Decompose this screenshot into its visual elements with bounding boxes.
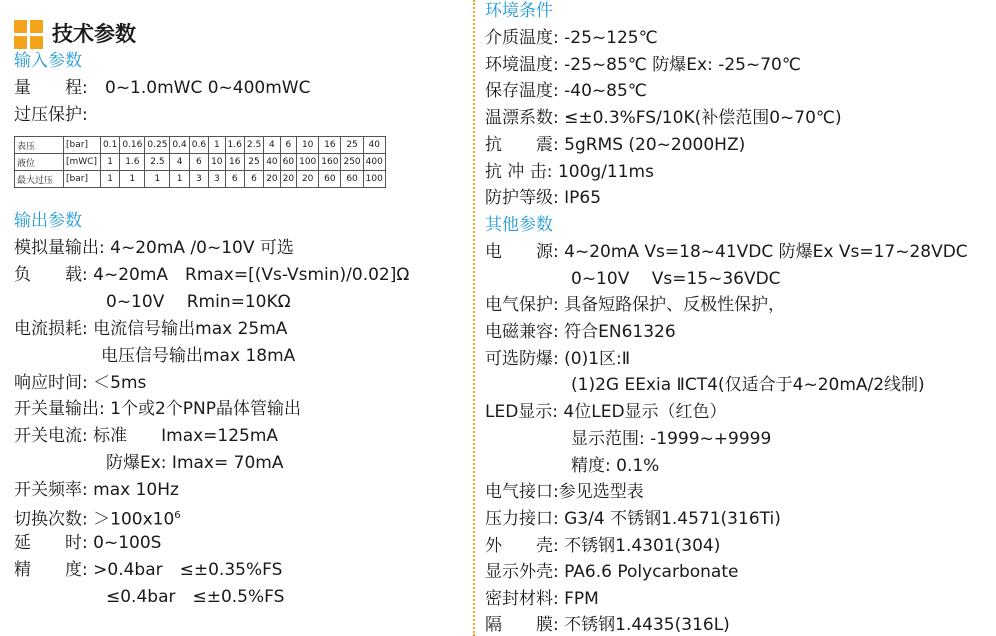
column-divider [473,0,475,636]
env-line: 抗 冲 击: 100g/11ms [485,162,654,182]
current-consumption-line: 电流损耗: 电流信号输出max 25mA [14,319,288,339]
table-cell: 3 [189,171,208,188]
table-cell: 2.5 [244,137,263,154]
table-cell: 6 [189,154,208,171]
env-line: 防护等级: IP65 [485,188,602,208]
table-cell: 20 [280,171,296,188]
table-cell: 3 [209,171,225,188]
switch-current-line-2: 防爆Ex: Ⅰmax= 70mA [106,453,284,473]
load-line: 负 载: 4~20mA Rmax=[(Vs-Vsmin)/0.02]Ω [14,265,410,285]
table-cell: 0.6 [189,137,208,154]
table-cell: 10 [209,154,225,171]
switch-current-line: 开关电流: 标准 Ⅰmax=125mA [14,426,279,446]
table-cell: 6 [244,171,263,188]
table-cell: 6 [225,171,244,188]
table-cell: 1 [170,171,189,188]
table-cell: 60 [280,154,296,171]
table-cell: 100 [297,154,319,171]
env-line: 环境温度: -25~85℃ 防爆Ex: -25~70℃ [485,55,801,75]
table-cell: 2.5 [145,154,170,171]
range-label: 量 程: [14,78,88,98]
switch-frequency-line: 开关频率: max 10Hz [14,480,179,500]
table-cell: 0.16 [120,137,145,154]
other-line: 可选防爆: (0)1区:Ⅱ [485,349,631,369]
table-cell: 0.1 [101,137,120,154]
page-title: 技术参数 [52,22,136,46]
table-cell: 0.4 [170,137,189,154]
other-line: 密封材料: FPM [485,589,599,609]
table-cell: 表压 [15,137,64,154]
table-row [15,154,386,171]
table-cell: 250 [341,154,363,171]
table-cell: 60 [319,171,341,188]
other-line: 电气保护: 具备短路保护、反极性保护， [485,295,786,315]
table-cell: 60 [341,171,363,188]
other-line: 电 源: 4~20mA Vs=18~41VDC 防爆Ex Vs=17~28VDC [485,242,968,262]
table-cell: 16 [319,137,341,154]
env-line: 温漂系数: ≤±0.3%FS/10K(补偿范围0~70℃) [485,108,842,128]
table-cell: 25 [341,137,363,154]
other-line: LED显示: 4位LED显示（红色） [485,402,727,422]
env-line: 抗 震: 5gRMS (20~2000HZ) [485,135,746,155]
current-consumption-line-2: 电压信号输出max 18mA [101,346,296,366]
table-cell: 4 [264,137,280,154]
table-cell: 100 [363,171,385,188]
table-cell: 10 [297,137,319,154]
table-cell: 液位 [15,154,64,171]
table-row [15,171,386,188]
env-line: 保存温度: -40~85℃ [485,81,647,101]
environment-section-title: 环境条件 [485,1,553,21]
table-cell: 16 [225,154,244,171]
env-line: 介质温度: -25~125℃ [485,28,658,48]
other-line: 精度: 0.1% [571,456,660,476]
other-line: 电气接口:参见选型表 [485,482,644,502]
input-section-title: 输入参数 [14,51,82,71]
overpressure-label: 过压保护: [14,105,88,125]
table-cell: 0.25 [145,137,170,154]
output-section-title: 输出参数 [14,211,82,231]
switch-cycles-line [14,506,181,530]
delay-line: 延 时: 0~100S [14,533,162,553]
table-cell: 1 [209,137,225,154]
table-cell: [bar] [64,137,101,154]
table-cell: 25 [244,154,263,171]
table-row [15,137,386,154]
range-value: 0~1.0mWC 0~400mWC [105,78,311,98]
table-cell: 160 [319,154,341,171]
table-cell: 1 [145,171,170,188]
table-cell: 40 [363,137,385,154]
accuracy-line: 精 度: >0.4bar ≤±0.35%FS [14,560,283,580]
table-cell: 1.6 [225,137,244,154]
other-line: 显示外壳: PA6.6 Polycarbonate [485,562,739,582]
other-line: 电磁兼容: 符合EN61326 [485,322,676,342]
switch-cycles-text: 切换次数: ＞100x10 [14,509,175,530]
analog-output-line: 模拟量输出: 4~20mA /0~10V 可选 [14,238,294,258]
load-line-2: 0~10V Rmin=10KΩ [106,292,291,312]
table-cell: 1 [120,171,145,188]
table-cell: 最大过压 [15,171,64,188]
table-cell: 20 [264,171,280,188]
table-cell: 40 [264,154,280,171]
table-cell: 400 [363,154,385,171]
table-cell: 1 [101,171,120,188]
switch-cycles-exponent: 6 [174,510,181,521]
table-cell: 1.6 [120,154,145,171]
accuracy-line-2: ≤0.4bar ≤±0.5%FS [106,587,285,607]
other-line: 隔 膜: 不锈钢1.4435(316L) [485,615,730,635]
other-section-title: 其他参数 [485,215,553,235]
table-cell: 20 [297,171,319,188]
other-line: (1)2G EExia ⅡCT4(仅适合于4~20mA/2线制) [571,375,925,395]
table-cell: 4 [170,154,189,171]
table-cell: [bar] [64,171,101,188]
other-line: 显示范围: -1999~+9999 [571,429,772,449]
brand-logo-icon [14,20,44,50]
switch-output-line: 开关量输出: 1个或2个PNP晶体管输出 [14,399,301,419]
other-line: 0~10V Vs=15~36VDC [571,269,781,289]
pressure-table [14,136,386,188]
table-cell: [mWC] [64,154,101,171]
response-time-line: 响应时间: ＜5ms [14,373,147,393]
other-line: 压力接口: G3/4 不锈钢1.4571(316Ti) [485,509,781,529]
other-line: 外 壳: 不锈钢1.4301(304) [485,536,721,556]
table-cell: 6 [280,137,296,154]
table-cell: 1 [101,154,120,171]
